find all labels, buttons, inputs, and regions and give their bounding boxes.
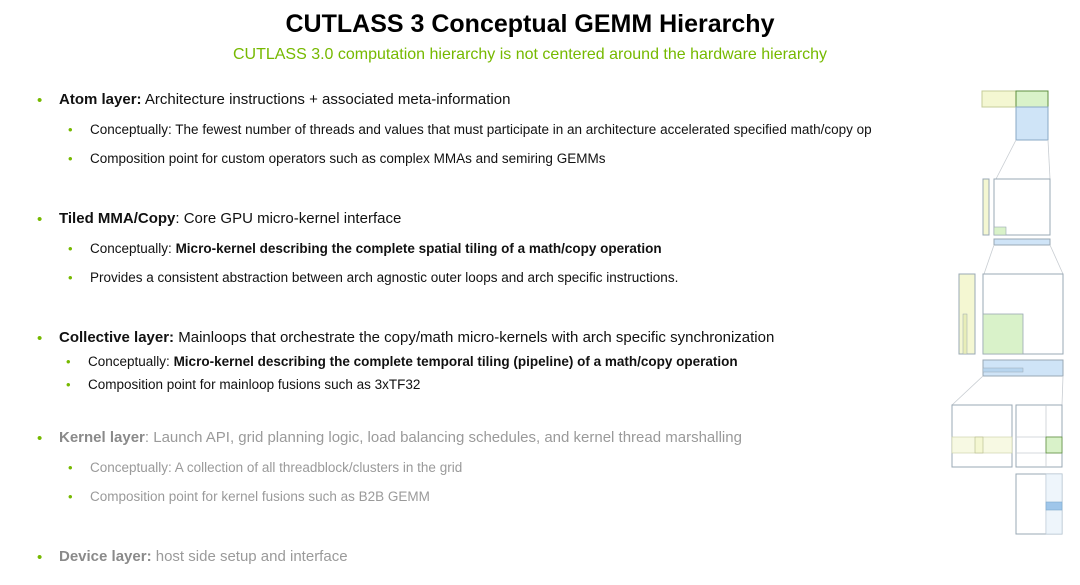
tiled-b-strip xyxy=(994,239,1050,245)
gemm-tiling-diagram xyxy=(940,82,1070,542)
tiled-sub-1-bold: Micro-kernel describing the complete spatial tiling of a math/copy operation xyxy=(175,241,662,256)
collective-layer-term: Collective layer: xyxy=(59,329,175,346)
connector-line xyxy=(984,245,994,274)
collective-sub-1-text: Conceptually: xyxy=(88,354,174,369)
connector-line xyxy=(952,376,983,405)
kernel-sub-2-text: Composition point for kernel fusions such as B2B GEMM xyxy=(90,489,430,504)
tiled-c-block xyxy=(994,179,1050,235)
collective-b-slice xyxy=(983,368,1023,372)
atom-sub-2-text: Composition point for custom operators such as complex MMAs and semiring GEMMs xyxy=(90,151,606,166)
sub-bullet-dot: • xyxy=(68,151,73,166)
collective-sub-2-text: Composition point for mainloop fusions such as 3xTF32 xyxy=(88,377,421,392)
atom-sub-1-text: Conceptually: The fewest number of threads and values that must participate in an architecture accelerated specified math/copy op xyxy=(90,122,872,137)
atom-sub-2 xyxy=(90,151,605,166)
tiled-sub-2-text: Provides a consistent abstraction between arch agnostic outer loops and arch specific instructions. xyxy=(90,270,679,285)
bullet-dot: • xyxy=(37,549,43,566)
atom-sub-1 xyxy=(90,122,872,137)
slide-subtitle: CUTLASS 3.0 computation hierarchy is not centered around the hardware hierarchy xyxy=(232,46,828,63)
tiled-sub-1-text: Conceptually: xyxy=(90,241,176,256)
sub-bullet-dot: • xyxy=(66,377,71,392)
kernel-sub-1-text: Conceptually: A collection of all threadblock/clusters in the grid xyxy=(90,460,463,475)
tiled-mma-term: Tiled MMA/Copy xyxy=(59,210,176,227)
tiled-atom-cell xyxy=(994,227,1006,235)
kernel-sub-2 xyxy=(90,489,430,504)
kernel-layer-term: Kernel layer xyxy=(59,429,145,446)
collective-layer-desc: Mainloops that orchestrate the copy/math micro-kernels with arch specific synchronization xyxy=(174,329,775,346)
sub-bullet-dot: • xyxy=(68,460,73,475)
atom-tile-group xyxy=(982,91,1048,140)
kernel-b-block xyxy=(1046,502,1062,510)
atom-layer-desc: Architecture instructions + associated meta-information xyxy=(141,91,511,108)
bullet-dot: • xyxy=(37,430,43,447)
kernel-c-block xyxy=(1046,437,1062,453)
kernel-a-block xyxy=(975,437,983,453)
collective-a-slice xyxy=(963,314,967,354)
collective-sub-1 xyxy=(88,354,738,369)
atom-layer-term: Atom layer: xyxy=(59,91,142,108)
tiled-sub-1 xyxy=(90,241,662,256)
tiled-sub-2 xyxy=(90,270,678,285)
device-layer-line xyxy=(59,548,348,565)
connector-line xyxy=(996,140,1016,179)
tiled-mma-desc: : Core GPU micro-kernel interface xyxy=(175,210,402,227)
sub-bullet-dot: • xyxy=(68,270,73,285)
collective-group xyxy=(959,274,1063,376)
device-layer-term: Device layer: xyxy=(59,548,152,565)
sub-bullet-dot: • xyxy=(68,241,73,256)
bullet-dot: • xyxy=(37,92,43,109)
connector-line xyxy=(1048,140,1050,179)
tiled-a-strip xyxy=(983,179,989,235)
tiled-mma-line xyxy=(59,210,401,227)
kernel-c-matrix xyxy=(1016,405,1062,467)
sub-bullet-dot: • xyxy=(68,489,73,504)
kernel-a-matrix xyxy=(952,405,1012,467)
kernel-sub-1 xyxy=(90,460,462,475)
connector-line xyxy=(1050,245,1063,274)
collective-layer-line xyxy=(59,329,774,346)
device-layer-desc: host side setup and interface xyxy=(151,548,348,565)
bullet-dot: • xyxy=(37,211,43,228)
bullet-dot: • xyxy=(37,330,43,347)
kernel-layer-line xyxy=(59,429,742,446)
kernel-layer-desc: : Launch API, grid planning logic, load balancing schedules, and kernel thread marshalling xyxy=(144,429,742,446)
collective-sub-2 xyxy=(88,377,420,392)
sub-bullet-dot: • xyxy=(68,122,73,137)
collective-sub-1-bold: Micro-kernel describing the complete temporal tiling (pipeline) of a math/copy operation xyxy=(173,354,738,369)
kernel-group xyxy=(952,405,1062,534)
sub-bullet-dot: • xyxy=(66,354,71,369)
slide-title: CUTLASS 3 Conceptual GEMM Hierarchy xyxy=(285,10,775,38)
atom-c-tile xyxy=(1016,91,1048,107)
collective-tiled-cell xyxy=(983,314,1023,354)
tiled-mma-group xyxy=(983,179,1050,245)
atom-layer-line xyxy=(59,91,510,108)
atom-b-tile xyxy=(1016,107,1048,140)
atom-a-tile xyxy=(982,91,1016,107)
connector-line xyxy=(1062,376,1063,405)
